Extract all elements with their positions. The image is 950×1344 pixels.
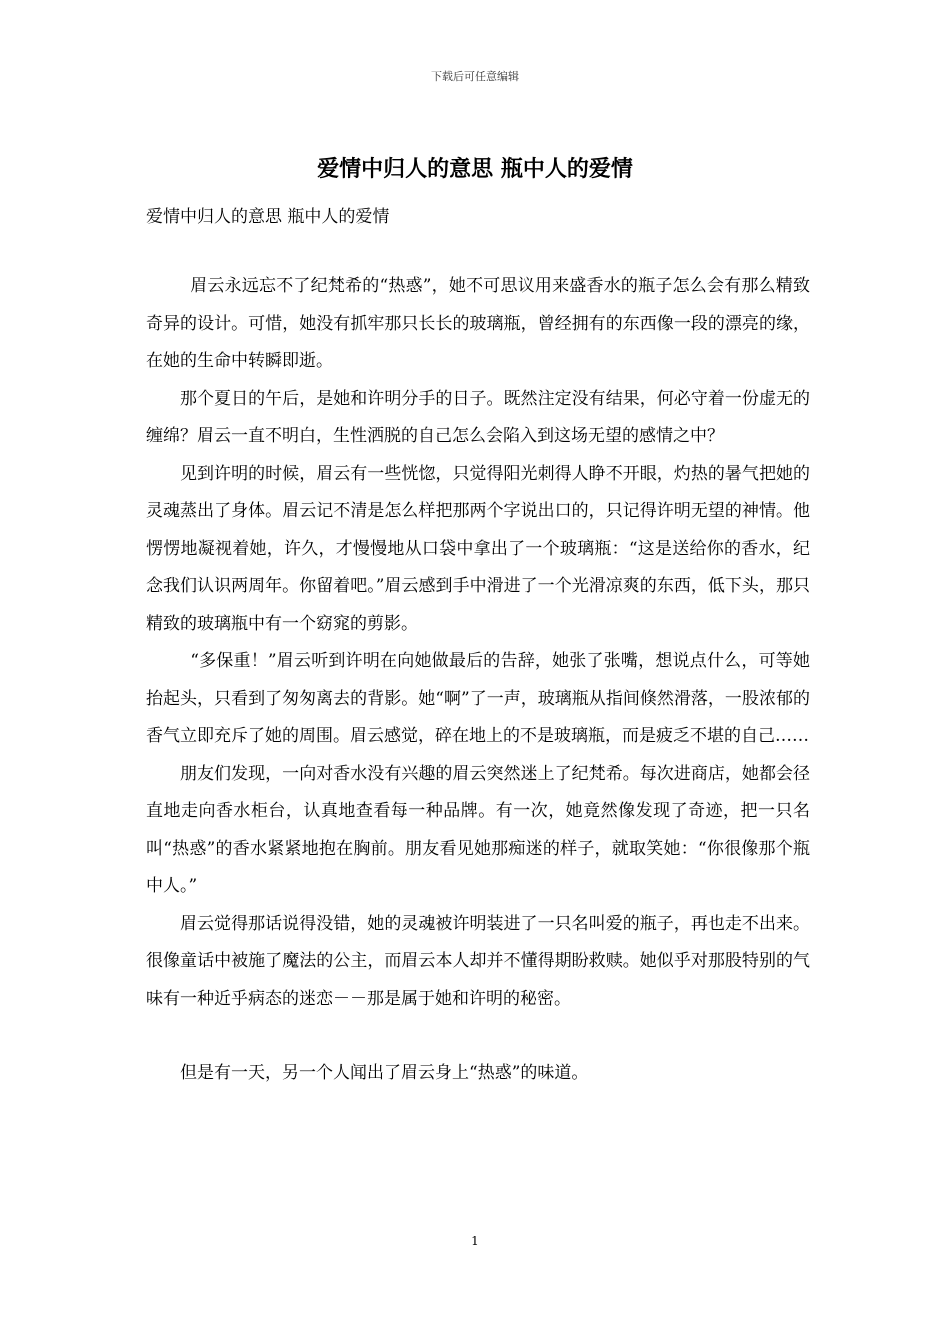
page-number: 1 [471, 1234, 479, 1248]
article-body [146, 268, 810, 1093]
paragraph: 眉云觉得那话说得没错，她的灵魂被许明装进了一只名叫爱的瓶子，再也走不出来。很像童话中被施了魔法的公主，而眉云本人却并不懂得期盼救赎。她似乎对那股特别的气味有一种近乎病态的迷恋－－那是属于她和许明的秘密。 [146, 913, 810, 1009]
paragraph: 但是有一天，另一个人闻出了眉云身上“热惑”的味道。 [180, 1063, 589, 1083]
document-subtitle: 爱情中归人的意思 瓶中人的爱情 [146, 207, 390, 227]
paragraph: 见到许明的时候，眉云有一些恍惚，只觉得阳光刺得人睁不开眼，灼热的暑气把她的灵魂蒸出了身体。眉云记不清是怎么样把那两个字说出口的，只记得许明无望的神情。他愣愣地凝视着她，许久，才慢慢地从口袋中拿出了一个玻璃瓶：“这是送给你的香水，纪念我们认识两周年。你留着吧。”眉云感到手中滑进了一个光滑凉爽的东西，低下头，那只精致的玻璃瓶中有一个窈窕的剪影。 [146, 463, 810, 634]
document-title: 爱情中归人的意思 瓶中人的爱情 [317, 156, 633, 182]
paragraph: 朋友们发现，一向对香水没有兴趣的眉云突然迷上了纪梵希。每次进商店，她都会径直地走向香水柜台，认真地查看每一种品牌。有一次，她竟然像发现了奇迹，把一只名叫“热惑”的香水紧紧地抱在胸前。朋友看见她那痴迷的样子，就取笑她：“你很像那个瓶中人。” [146, 763, 810, 896]
paragraph: 眉云永远忘不了纪梵希的“热惑”，她不可思议用来盛香水的瓶子怎么会有那么精致 奇异的设计。可惜，她没有抓牢那只长长的玻璃瓶，曾经拥有的东西像一段的漂亮的缘，在她的生命中转瞬即逝。 [146, 276, 810, 371]
paragraph: “多保重！”眉云听到许明在向她做最后的告辞，她张了张嘴，想说点什么，可等她抬起头，只看到了匆匆离去的背影。她“啊”了一声，玻璃瓶从指间倏然滑落，一股浓郁的香气立即充斥了她的周围。眉云感觉，碎在地上的不是玻璃瓶，而是疲乏不堪的自己…… [146, 651, 810, 746]
header-note: 下载后可任意编辑 [431, 70, 519, 83]
paragraph: 那个夏日的午后，是她和许明分手的日子。既然注定没有结果，何必守着一份虚无的缠绵？眉云一直不明白，生性洒脱的自己怎么会陷入到这场无望的感情之中？ [146, 388, 810, 446]
